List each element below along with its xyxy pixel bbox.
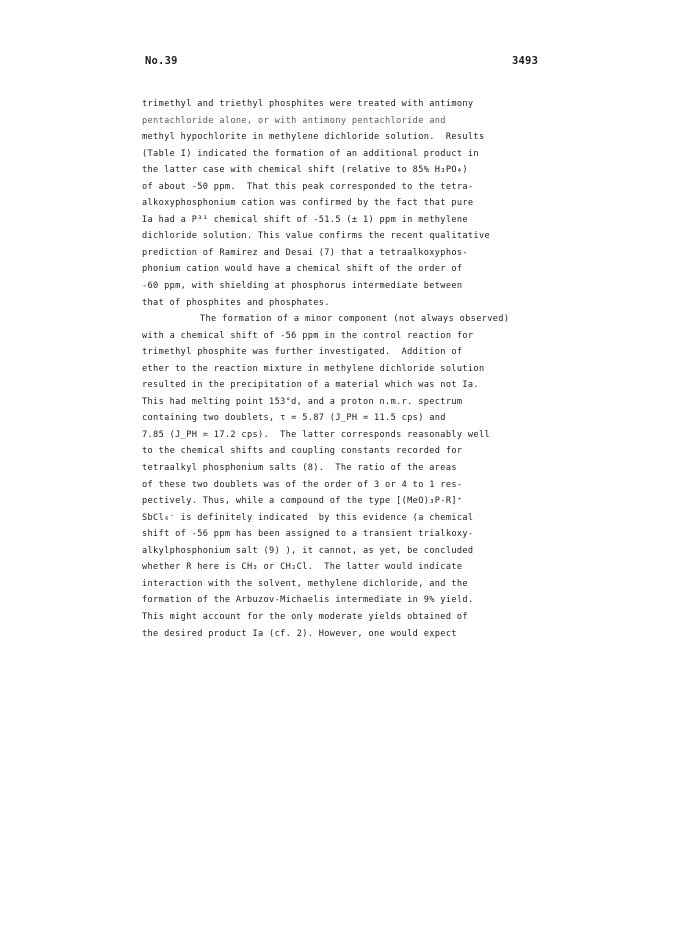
text-line: the desired product Ia (cf. 2). However, one would expect (142, 628, 457, 639)
text-line: trimethyl and triethyl phosphites were treated with antimony (142, 99, 474, 109)
text-line: alkoxyphosphonium cation was confirmed by the fact that pure (142, 198, 474, 209)
text-line: of about -50 ppm. That this peak corresponded to the tetra- (142, 181, 474, 192)
text-line: (Table I) indicated the formation of an additional product in (142, 148, 479, 159)
text-line: Ia had a P³¹ chemical shift of -51.5 (± 1) ppm in methylene (142, 214, 468, 225)
text-line: dichloride solution. This value confirms the recent qualitative (142, 231, 491, 242)
text-line: pentachloride alone, or with antimony pentachloride and (142, 115, 446, 126)
issue-number: No.39 (145, 55, 178, 67)
text-line: to the chemical shifts and coupling constants recorded for (142, 446, 463, 457)
text-line: trimethyl phosphite was further investigated. Addition of (142, 347, 463, 358)
text-line: pectively. Thus, while a compound of the type [(MeO)₃P-R]⁺ (142, 496, 463, 507)
text-line: This had melting point 153°d, and a proton n.m.r. spectrum (142, 396, 463, 407)
text-line: This might account for the only moderate yields obtained of (142, 611, 468, 622)
text-line: with a chemical shift of -56 ppm in the control reaction for (142, 330, 474, 341)
text-line: alkylphosphonium salt (9) ), it cannot, as yet, be concluded (142, 545, 474, 556)
text-line: ether to the reaction mixture in methylene dichloride solution (142, 363, 485, 374)
text-line: of these two doublets was of the order of 3 or 4 to 1 res- (142, 479, 463, 490)
text-line: resulted in the precipitation of a material which was not Ia. (142, 380, 479, 391)
text-line: shift of -56 ppm has been assigned to a transient trialkoxy- (142, 529, 474, 540)
text-line: SbCl₆⁻ is definitely indicated by this evidence (a chemical (142, 512, 474, 523)
text-line: prediction of Ramirez and Desai (7) that a tetraalkoxyphos- (142, 247, 468, 258)
page-number: 3493 (512, 55, 539, 67)
text-line: phonium cation would have a chemical shift of the order of (142, 264, 463, 275)
body-text (142, 96, 542, 642)
text-line: tetraalkyl phosphonium salts (8). The ratio of the areas (142, 463, 457, 474)
text-line: the latter case with chemical shift (relative to 85% H₃PO₄) (142, 165, 468, 176)
text-line: whether R here is CH₃ or CH₂Cl. The latter would indicate (142, 562, 463, 573)
text-line: -60 ppm, with shielding at phosphorus intermediate between (142, 281, 463, 292)
text-line: that of phosphites and phosphates. (142, 297, 330, 308)
text-line: 7.85 (J_PH = 17.2 cps). The latter corresponds reasonably well (142, 429, 491, 440)
text-line: containing two doublets, τ = 5.87 (J_PH = 11.5 cps) and (142, 413, 446, 424)
text-line: methyl hypochlorite in methylene dichloride solution. Results (142, 132, 485, 143)
paragraph-first-line: The formation of a minor component (not always observed) (200, 314, 510, 325)
text-line: interaction with the solvent, methylene dichloride, and the (142, 578, 468, 589)
text-line: formation of the Arbuzov-Michaelis intermediate in 9% yield. (142, 595, 474, 606)
